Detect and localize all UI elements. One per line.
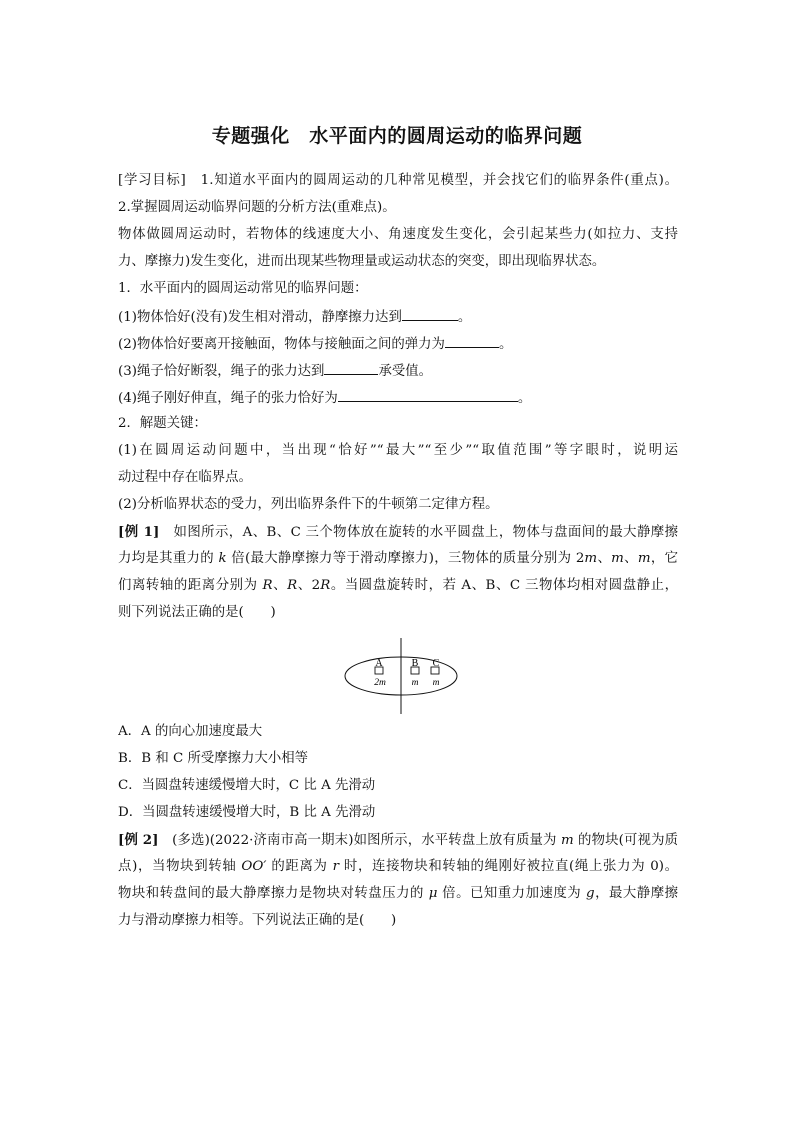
page-title: 专题强化 水平面内的圆周运动的临界问题 — [211, 125, 583, 147]
learning-goals-line-1: [学习目标] 1.知道水平面内的圆周运动的几种常见模型，并会找它们的临界条件(重点)。 — [118, 173, 678, 188]
section-1-item-4: (4)绳子刚好伸直，绳子的张力恰好为 。 — [118, 388, 678, 408]
example-1-line-3: 们离转轴的距离分别为 R、R、2R。当圆盘旋转时，若 A、B、C 三物体均相对圆盘静止， — [118, 578, 678, 593]
learning-goals-label: [学习目标] — [118, 173, 186, 188]
label-b: B — [411, 658, 419, 669]
option-a[interactable]: A．A 的向心加速度最大 — [118, 724, 263, 739]
learning-goals-line-2: 2.掌握圆周运动临界问题的分析方法(重难点)。 — [118, 200, 396, 215]
example-2-line-4: 力与滑动摩擦力相等。下列说法正确的是( ) — [118, 913, 397, 928]
fill-blank-4[interactable] — [338, 388, 518, 402]
turntable-figure — [336, 638, 466, 714]
intro-line-1: 物体做圆周运动时，若物体的线速度大小、角速度发生变化，会引起某些力(如拉力、支持 — [118, 227, 678, 242]
example-1-line-2: 力均是其重力的 k 倍(最大静摩擦力等于滑动摩擦力)，三物体的质量分别为 2m、m、m，它 — [118, 551, 678, 566]
example-2-line-1: [例 2] (多选)(2022·济南市高一期末)如图所示，水平转盘上放有质量为 m 的物块(可视为质 — [118, 832, 678, 848]
label-a: A — [375, 658, 383, 669]
fill-blank-2[interactable] — [445, 334, 499, 348]
example-1-line-4: 则下列说法正确的是( ) — [118, 605, 276, 620]
intro-line-2: 力、摩擦力)发生变化，进而出现某些物理量或运动状态的突变，即出现临界状态。 — [118, 254, 606, 269]
example-1-label: [例 1] — [118, 524, 160, 540]
example-1-line-1: [例 1] 如图所示，A、B、C 三个物体放在旋转的水平圆盘上，物体与盘面间的最大静摩擦 — [118, 524, 678, 540]
mass-a: 2m — [374, 678, 386, 688]
example-2-line-3: 物块和转盘间的最大静摩擦力是物块对转盘压力的 μ 倍。已知重力加速度为 g，最大静摩擦 — [118, 886, 678, 901]
section-2-item-1-line-2: 动过程中存在临界点。 — [118, 470, 252, 485]
option-b[interactable]: B．B 和 C 所受摩擦力大小相等 — [118, 751, 308, 766]
section-2-heading: 2．解题关键： — [118, 416, 207, 431]
label-c: C — [432, 658, 440, 669]
section-2-item-2: (2)分析临界状态的受力，列出临界条件下的牛顿第二定律方程。 — [118, 497, 499, 512]
fill-blank-1[interactable] — [402, 307, 458, 321]
option-d[interactable]: D．当圆盘转速缓慢增大时，B 比 A 先滑动 — [118, 805, 376, 820]
mass-c: m — [432, 678, 440, 688]
section-1-item-3: (3)绳子恰好断裂，绳子的张力达到 承受值。 — [118, 361, 678, 381]
fill-blank-3[interactable] — [324, 361, 378, 375]
mass-b: m — [411, 678, 419, 688]
example-2-label: [例 2] — [118, 832, 159, 848]
section-1-item-2: (2)物体恰好要离开接触面，物体与接触面之间的弹力为 。 — [118, 334, 678, 354]
section-2-item-1-line-1: (1)在圆周运动问题中，当出现“恰好”“最大”“至少”“取值范围”等字眼时，说明运 — [118, 443, 678, 458]
option-c[interactable]: C．当圆盘转速缓慢增大时，C 比 A 先滑动 — [118, 778, 376, 793]
example-2-line-2: 点)，当物块到转轴 OO′ 的距离为 r 时，连接物块和转轴的绳刚好被拉直(绳上张力为 0)。 — [118, 859, 678, 874]
section-1-heading: 1．水平面内的圆周运动常见的临界问题： — [118, 281, 368, 296]
section-1-item-1: (1)物体恰好(没有)发生相对滑动，静摩擦力达到 。 — [118, 307, 678, 327]
turntable-diagram — [336, 638, 466, 714]
